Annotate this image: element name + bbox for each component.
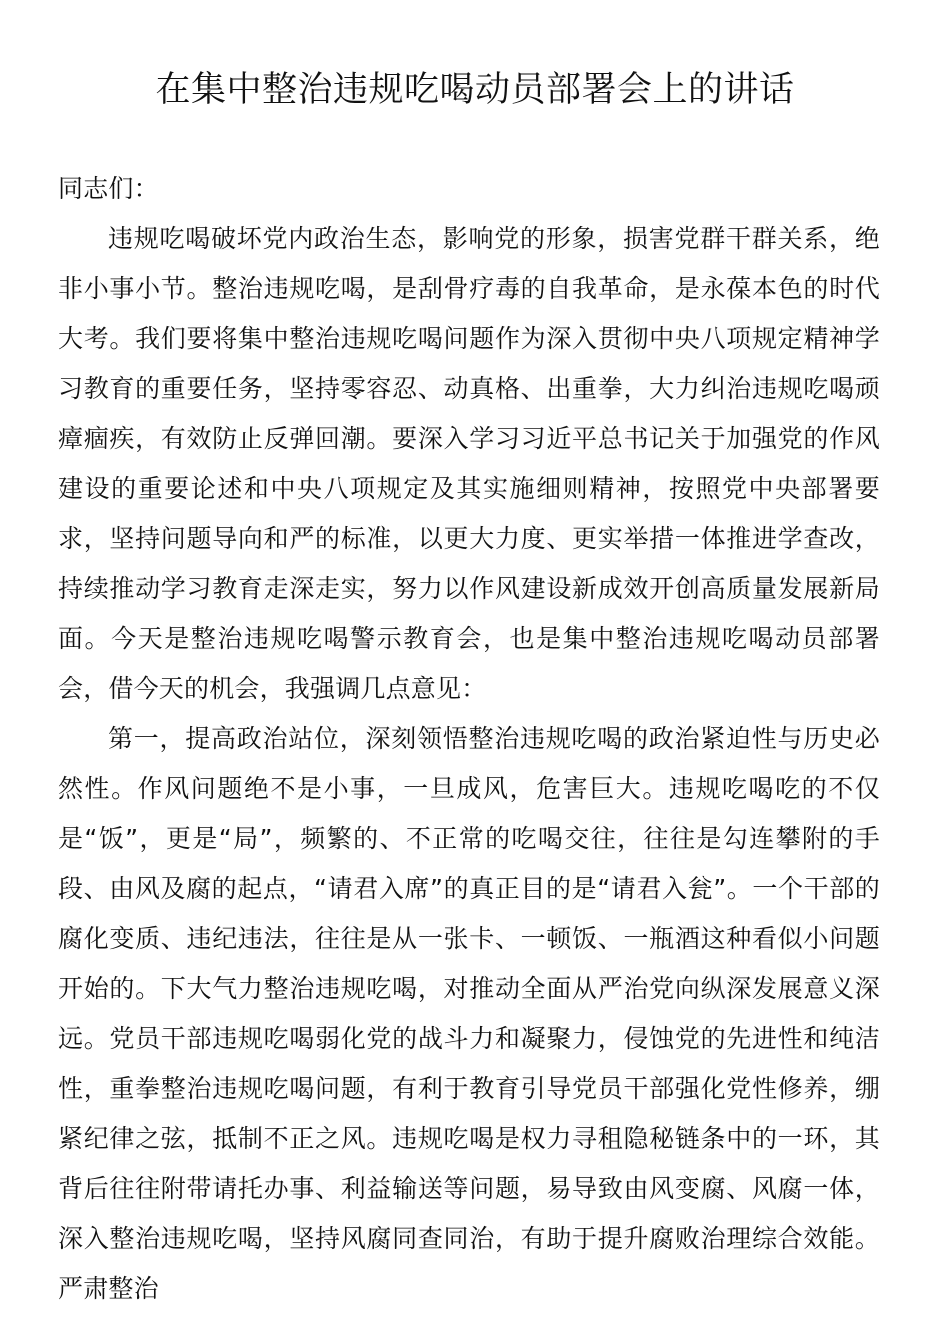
- paragraph-first-point: 第一，提高政治站位，深刻领悟整治违规吃喝的政治紧迫性与历史必然性。作风问题绝不是小事，一旦成风，危害巨大。违规吃喝吃的不仅是“饭”，更是“局”，频繁的、不正常的吃喝交往，往往是勾连攀附的手段、由风及腐的起点，“请君入席”的真正目的是“请君入瓮”。一个干部的腐化变质、违纪违法，往往是从一张卡、一顿饭、一瓶酒这种看似小问题开始的。下大气力整治违规吃喝，对推动全面从严治党向纵深发展意义深远。党员干部违规吃喝弱化党的战斗力和凝聚力，侵蚀党的先进性和纯洁性，重拳整治违规吃喝问题，有利于教育引导党员干部强化党性修养，绷紧纪律之弦，抵制不正之风。违规吃喝是权力寻租隐秘链条中的一环，其背后往往附带请托办事、利益输送等问题，易导致由风变腐、风腐一体，深入整治违规吃喝，坚持风腐同查同治，有助于提升腐败治理综合效能。严肃整治: [58, 724, 880, 1303]
- document-title: 在集中整治违规吃喝动员部署会上的讲话: [155, 70, 795, 110]
- paragraph-intro: 违规吃喝破坏党内政治生态，影响党的形象，损害党群干群关系，绝非小事小节。整治违规吃喝，是刮骨疗毒的自我革命，是永葆本色的时代大考。我们要将集中整治违规吃喝问题作为深入贯彻中央八项规定精神学习教育的重要任务，坚持零容忍、动真格、出重拳，大力纠治违规吃喝顽瘴痼疾，有效防止反弹回潮。要深入学习习近平总书记关于加强党的作风建设的重要论述和中央八项规定及其实施细则精神，按照党中央部署要求，坚持问题导向和严的标准，以更大力度、更实举措一体推进学查改，持续推动学习教育走深走实，努力以作风建设新成效开创高质量发展新局面。今天是整治违规吃喝警示教育会，也是集中整治违规吃喝动员部署会，借今天的机会，我强调几点意见：: [58, 224, 880, 703]
- document-body: [58, 164, 880, 1314]
- salutation: 同志们：: [58, 174, 159, 203]
